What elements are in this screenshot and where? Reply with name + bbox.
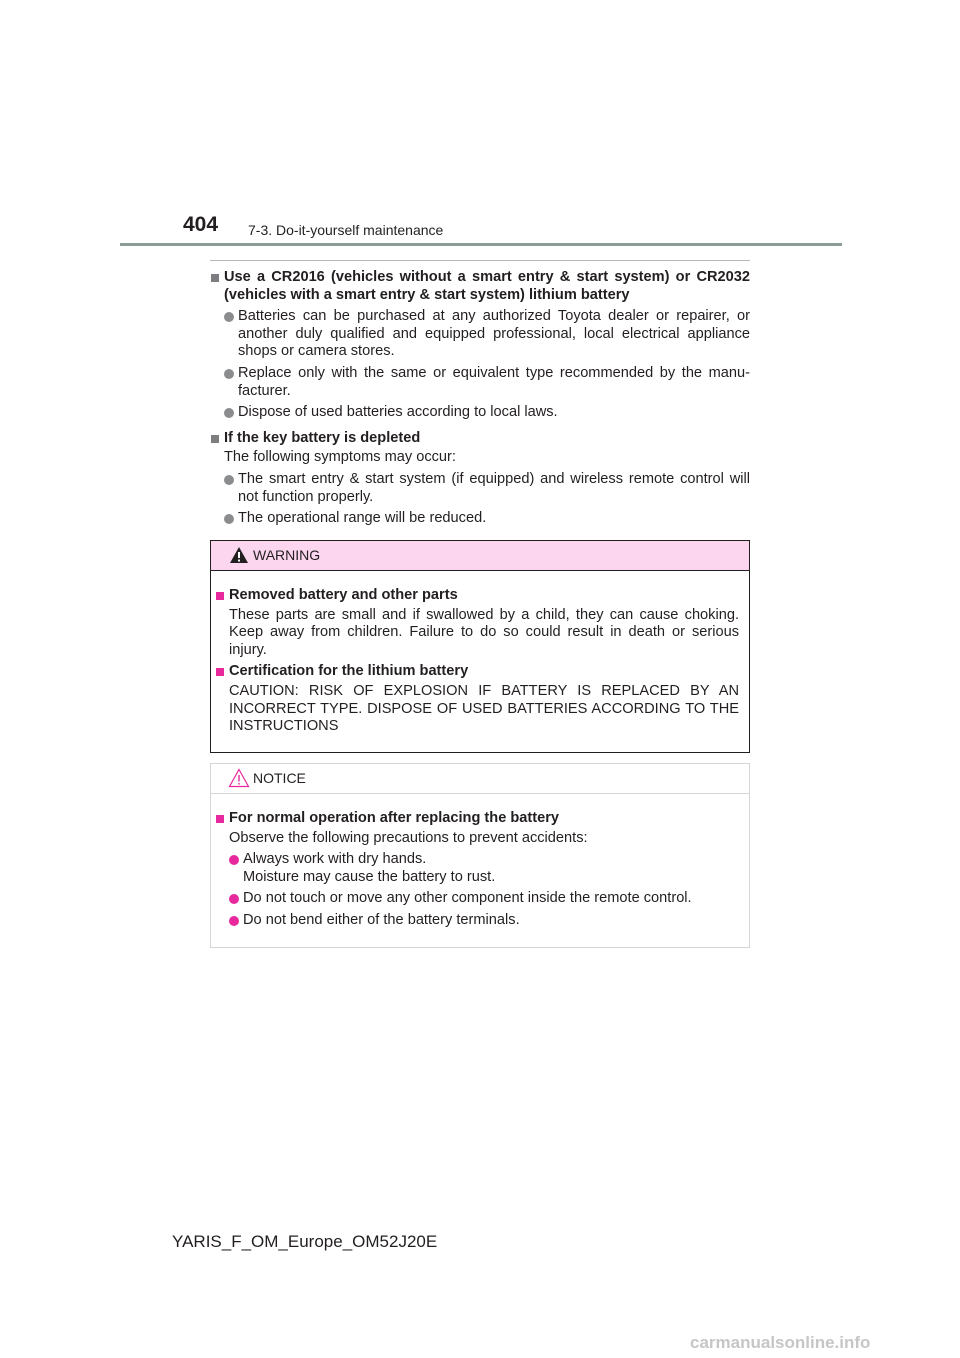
circle-bullet-icon <box>224 312 234 322</box>
content-top-divider <box>210 260 750 261</box>
square-bullet-icon <box>216 592 224 600</box>
warning-body <box>211 571 749 736</box>
notice-label: NOTICE <box>253 770 306 786</box>
circle-bullet-icon <box>224 475 234 485</box>
list-item: Always work with dry hands. Moisture may cause the battery to rust. <box>215 851 739 886</box>
circle-bullet-icon <box>229 855 239 865</box>
warning-label: WARNING <box>253 547 321 563</box>
notice-header <box>211 764 749 794</box>
warning-item-text: These parts are small and if swallowed by a child, they can cause choking. Keep away from children. Failure to do so could result in death or serious injury. <box>229 606 739 658</box>
warning-item-text: CAUTION: RISK OF EXPLOSION IF BATTERY IS REPLACED BY AN INCORRECT TYPE. DISPOSE OF USED BATTERIES ACCORDING TO THE INSTRUCTIONS <box>229 682 739 735</box>
caution-triangle-icon <box>228 768 250 788</box>
circle-bullet-icon <box>224 408 234 418</box>
warning-item-heading: Certification for the lithium battery <box>215 663 739 681</box>
list-item: Batteries can be purchased at any authorized Toyota dealer or repairer, or another duly qualified and equipped professional, local electrical appliance shops or camera stores. <box>210 308 750 361</box>
square-bullet-icon <box>216 815 224 823</box>
depleted-intro: The following symptoms may occur: <box>224 449 456 466</box>
notice-body <box>211 794 749 930</box>
square-bullet-icon <box>216 668 224 676</box>
footer-doc-id: YARIS_F_OM_Europe_OM52J20E <box>172 1232 438 1251</box>
list-item: Replace only with the same or equivalent type recommended by the manu-facturer. <box>210 365 750 400</box>
page-header <box>0 0 960 250</box>
list-item: Do not touch or move any other component inside the remote control. <box>215 890 739 908</box>
list-item: The smart entry & start system (if equipped) and wireless remote control will not function properly. <box>210 471 750 506</box>
page-number: 404 <box>183 213 219 236</box>
list-item: Dispose of used batteries according to local laws. <box>210 404 750 422</box>
notice-heading: For normal operation after replacing the battery <box>215 810 739 828</box>
header-rule <box>120 243 842 246</box>
battery-heading: Use a CR2016 (vehicles without a smart entry & start system) or CR2032 (vehicles with a smart entry & start system) lithium battery <box>210 269 750 304</box>
square-bullet-icon <box>211 435 219 443</box>
notice-intro: Observe the following precautions to prevent accidents: <box>229 829 588 846</box>
section-title: 7-3. Do-it-yourself maintenance <box>248 222 444 238</box>
notice-box <box>210 763 750 948</box>
warning-triangle-icon <box>229 546 249 564</box>
warning-box <box>210 540 750 753</box>
warning-item-heading: Removed battery and other parts <box>215 587 739 605</box>
list-item: Do not bend either of the battery terminals. <box>215 912 739 930</box>
warning-header <box>211 541 749 571</box>
circle-bullet-icon <box>229 916 239 926</box>
list-item: The operational range will be reduced. <box>210 510 750 528</box>
main-content <box>210 265 750 528</box>
circle-bullet-icon <box>229 894 239 904</box>
square-bullet-icon <box>211 274 219 282</box>
circle-bullet-icon <box>224 369 234 379</box>
depleted-heading: If the key battery is depleted <box>210 430 750 448</box>
watermark: carmanualsonline.info <box>690 1333 871 1352</box>
circle-bullet-icon <box>224 514 234 524</box>
